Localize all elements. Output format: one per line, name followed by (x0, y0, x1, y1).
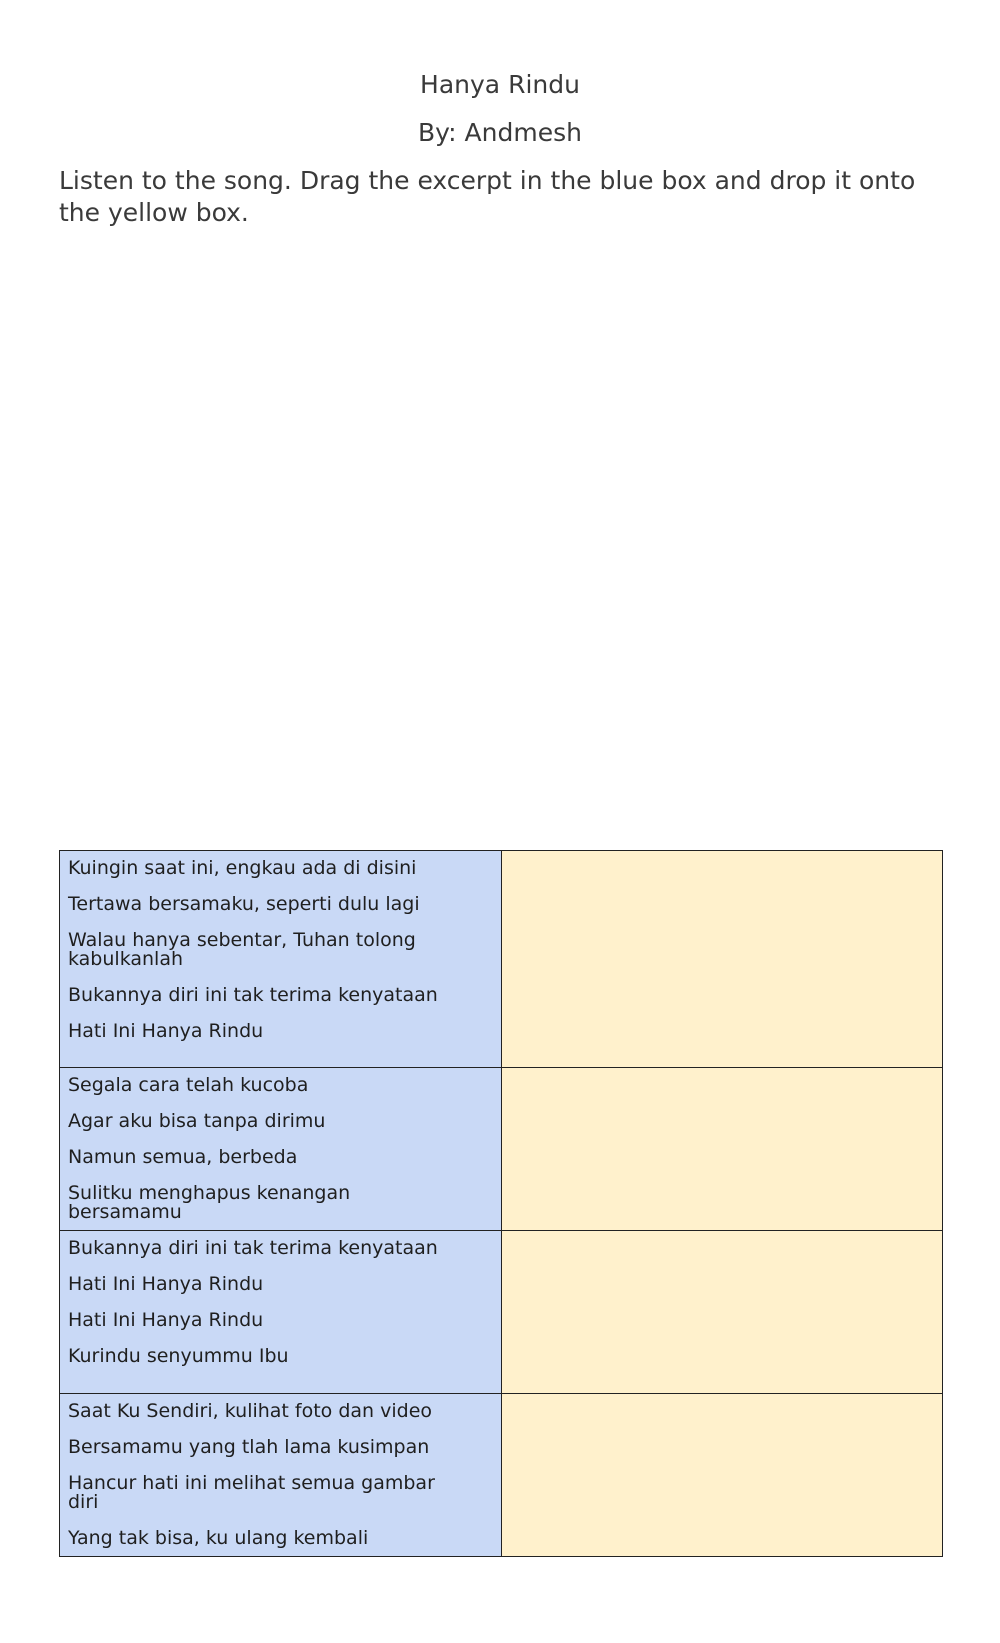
drop-target-box[interactable] (502, 851, 942, 1067)
worksheet-row (60, 1230, 942, 1393)
lyric-line: Yang tak bisa, ku ulang kembali (68, 1527, 369, 1549)
worksheet-row (60, 1067, 942, 1230)
lyric-line: Walau hanya sebentar, Tuhan tolong kabulkanlah (68, 929, 416, 970)
lyric-line: Hati Ini Hanya Rindu (68, 1309, 264, 1331)
lyric-line: Bukannya diri ini tak terima kenyataan (68, 984, 438, 1006)
drop-target-box[interactable] (502, 1068, 942, 1230)
drop-target-box[interactable] (502, 1231, 942, 1393)
lyric-line: Saat Ku Sendiri, kulihat foto dan video (68, 1400, 433, 1422)
excerpt-box[interactable] (60, 851, 502, 1067)
excerpt-box[interactable] (60, 1068, 502, 1230)
excerpt-box[interactable] (60, 1394, 502, 1556)
worksheet-row (60, 851, 942, 1067)
lyric-line: Hati Ini Hanya Rindu (68, 1273, 264, 1295)
excerpt-box[interactable] (60, 1231, 502, 1393)
instructions-text: Listen to the song. Drag the excerpt in the blue box and drop it onto the yellow box. (59, 166, 916, 227)
song-title: Hanya Rindu (420, 70, 580, 99)
lyric-line: Kuingin saat ini, engkau ada di disini (68, 857, 417, 879)
worksheet-row (60, 1393, 942, 1556)
lyric-line: Kurindu senyummu Ibu (68, 1345, 289, 1367)
lyric-line: Bukannya diri ini tak terima kenyataan (68, 1237, 438, 1259)
lyric-line: Namun semua, berbeda (68, 1146, 298, 1168)
lyric-line: Hati Ini Hanya Rindu (68, 1020, 264, 1042)
lyric-line: Hancur hati ini melihat semua gambar diri (68, 1472, 435, 1513)
lyric-line: Segala cara telah kucoba (68, 1074, 309, 1096)
lyric-line: Sulitku menghapus kenangan bersamamu (68, 1182, 351, 1223)
drag-drop-worksheet (59, 850, 943, 1557)
lyric-line: Bersamamu yang tlah lama kusimpan (68, 1436, 430, 1458)
song-artist: By: Andmesh (418, 118, 582, 147)
lyric-line: Tertawa bersamaku, seperti dulu lagi (68, 893, 420, 915)
lyric-line: Agar aku bisa tanpa dirimu (68, 1110, 326, 1132)
drop-target-box[interactable] (502, 1394, 942, 1556)
